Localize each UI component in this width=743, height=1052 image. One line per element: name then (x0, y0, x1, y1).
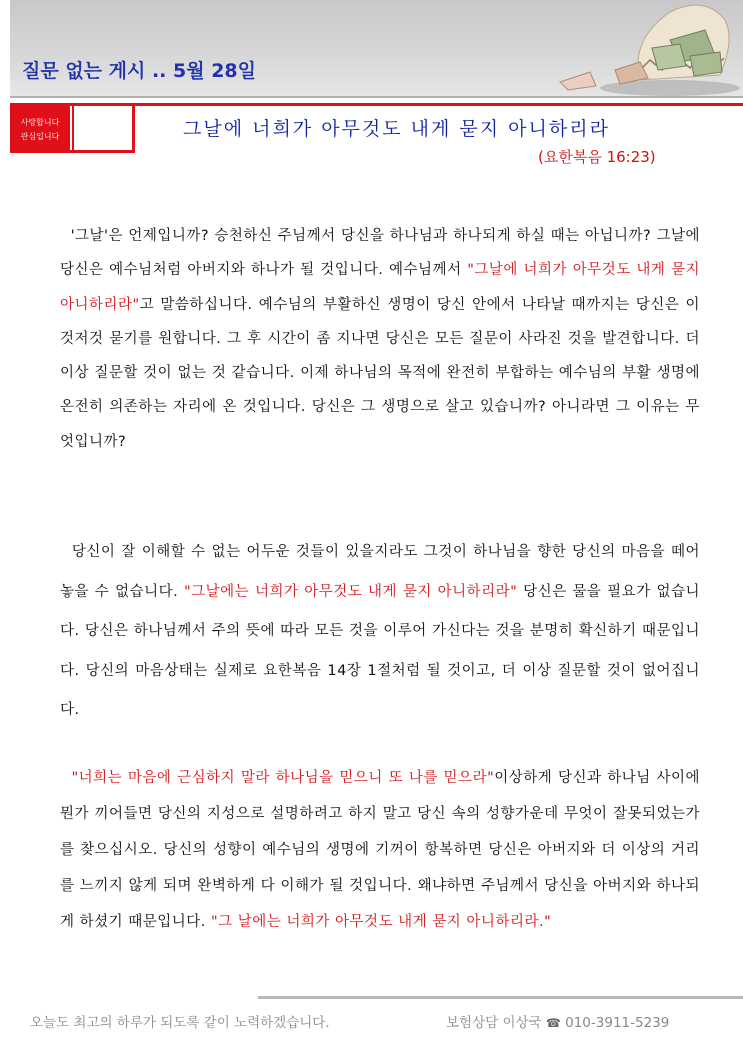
verse-title: 그날에 너희가 아무것도 내게 묻지 아니하리라 (183, 118, 610, 140)
paragraph-1-quote: "그날에 너희가 아무것도 내게 묻지 아니하리라" (60, 262, 701, 313)
header-divider (10, 96, 743, 98)
paragraph-2-quote: "그날에는 너희가 아무것도 내게 묻지 아니하리라" (183, 583, 518, 600)
page-title: 질문 없는 게시 .. 5월 28일 (22, 60, 257, 82)
paragraph-3-text-a: 이상하게 당신과 하나님 사이에 뭔가 끼어들면 당신의 지성으로 설명하려고 하지 말고 당신 속의 성향가운데 무엇이 잘못되었는가를 찾으십시오. 당신의 성향이 예수님의 생명에 기꺼이 항복하면 당신은 아버지와 더 이상의 거리를 느끼지 않게 되며 완벽하게 다 이해가 될 것입니다. 왜냐하면 주님께서 당신을 아버지와 하나되게 하셨기 때문입니다. (60, 770, 701, 930)
paragraph-3 (60, 760, 700, 940)
badge-box (72, 106, 135, 150)
paragraph-3-quote-2: "그 날에는 너희가 아무것도 내게 묻지 아니하리라." (211, 914, 552, 930)
phone-icon: ☎ (545, 1016, 561, 1030)
badge-block (10, 103, 70, 153)
paragraph-2-text-b: 당신은 물을 필요가 없습니다. 당신은 하나님께서 주의 뜻에 따라 모든 것을 이루어 가신다는 것을 분명히 확신하기 때문입니다. 당신의 마음상태는 실제로 요한복음 14장 1절처럼 될 것이고, 더 이상 질문할 것이 없어집니다. (60, 583, 700, 718)
footer-slogan: 오늘도 최고의 하루가 되도록 같이 노력하겠습니다. (30, 1015, 330, 1031)
paragraph-1 (60, 219, 700, 459)
paragraph-1-text-a: '그날'은 언제입니까? 승천하신 주님께서 당신을 하나님과 하나되게 하실 때는 아닙니까? 그날에 당신은 예수님처럼 아버지와 하나가 될 것입니다. 예수님께서 (60, 228, 700, 279)
paragraph-2-text-a: 당신이 잘 이해할 수 없는 어두운 것들이 있을지라도 그것이 하나님을 향한 당신의 마음을 떼어놓을 수 없습니다. (60, 544, 701, 600)
footer (30, 1011, 720, 1031)
paragraph-3-quote-1: "너희는 마음에 근심하지 말라 하나님을 믿으니 또 나를 믿으라" (71, 770, 495, 786)
verse-reference: (요한복음 16:23) (538, 148, 656, 166)
cracked-egg-illustration (520, 0, 743, 96)
paragraph-2 (60, 533, 700, 731)
footer-contact (446, 1011, 669, 1031)
phone-number: 010-3911-5239 (565, 1015, 670, 1031)
paragraph-1-text-b: 고 말씀하십니다. 예수님의 부활하신 생명이 당신 안에서 나타날 때까지는 당신은 이것저것 묻기를 원합니다. 그 후 시간이 좀 지나면 당신은 모든 질문이 사라진 것을 발견합니다. 더 이상 질문할 것이 없는 것 같습니다. 이제 하나님의 목적에 완전히 부합하는 예수님의 부활 생명에 온전히 의존하는 자리에 온 것입니다. 당신은 그 생명으로 살고 있습니까? 아니라면 그 이유는 무엇입니까? (60, 296, 700, 450)
badge-line-1: 사랑합니다 (20, 118, 60, 127)
footer-divider (258, 996, 743, 999)
badge-line-2: 관심입니다 (20, 132, 60, 141)
contact-label: 보험상담 이상국 (446, 1015, 542, 1031)
